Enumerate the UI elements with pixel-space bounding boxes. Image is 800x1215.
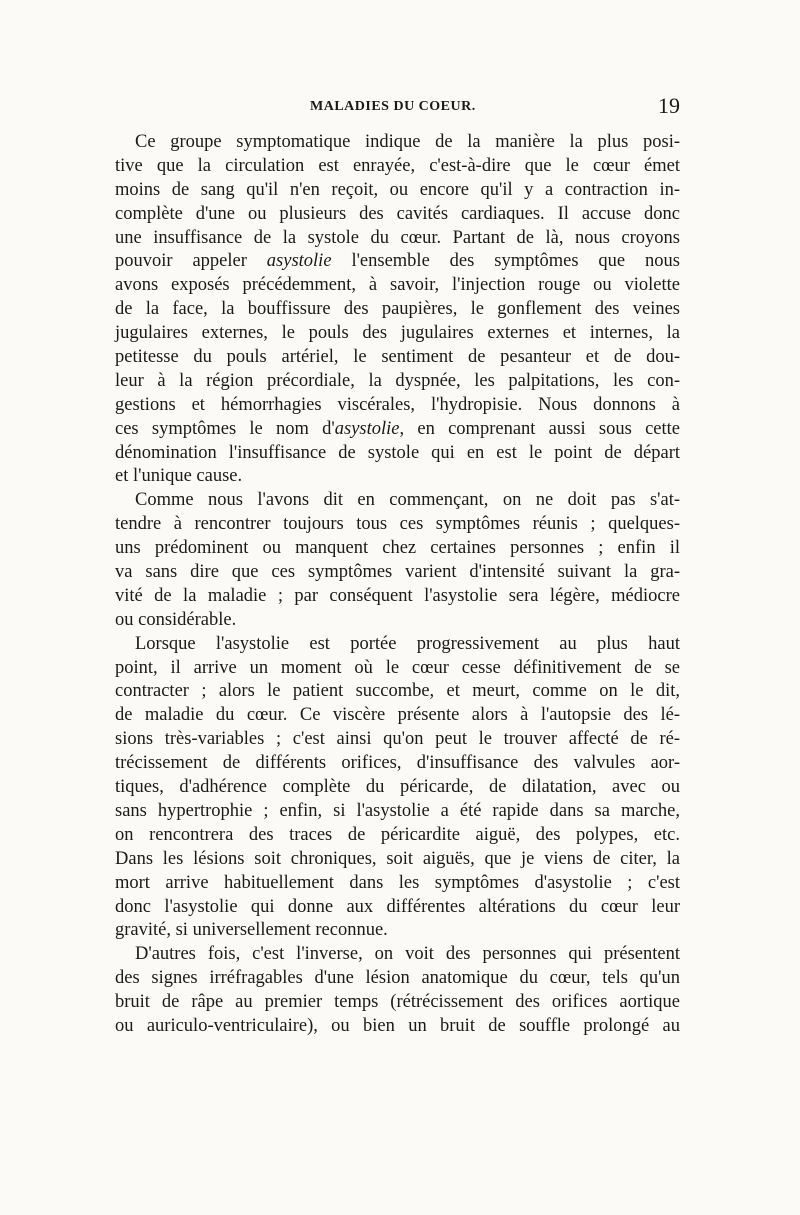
text-line: vité de la maladie ; par conséquent l'asystolie sera légère, médiocre: [115, 585, 680, 606]
text-line: sans hypertrophie ; enfin, si l'asystolie a été rapide dans sa marche,: [115, 800, 680, 821]
text-line: tive que la circulation est enrayée, c'est-à-dire que le cœur émet: [115, 155, 680, 176]
text-line: complète d'une ou plusieurs des cavités cardiaques. Il accuse donc: [115, 203, 680, 224]
text-line: des signes irréfragables d'une lésion anatomique du cœur, tels qu'un: [115, 968, 680, 989]
text-line: D'autres fois, c'est l'inverse, on voit des personnes qui présentent: [135, 944, 680, 965]
text-line: moins de sang qu'il n'en reçoit, ou encore qu'il y a contraction in-: [115, 179, 680, 200]
text-line: pouvoir appeler asystolie l'ensemble des symptômes que nous: [115, 251, 680, 272]
text-line: Ce groupe symptomatique indique de la manière la plus posi-: [135, 132, 680, 152]
text-line: tiques, d'adhérence complète du péricarde, de dilatation, avec ou: [115, 777, 680, 798]
text-line: petitesse du pouls artériel, le sentiment de pesanteur et de dou-: [115, 347, 680, 368]
text-line: va sans dire que ces symptômes varient d'intensité suivant la gra-: [115, 562, 680, 583]
page-header: [112, 95, 680, 123]
text-line: donc l'asystolie qui donne aux différentes altérations du cœur leur: [115, 896, 680, 917]
text-line: ou considérable.: [115, 609, 237, 630]
text-line: et l'unique cause.: [115, 466, 243, 487]
text-line: mort arrive habituellement dans les symptômes d'asystolie ; c'est: [115, 872, 680, 893]
text-line: gestions et hémorrhagies viscérales, l'hydropisie. Nous donnons à: [115, 394, 680, 415]
page-number: 19: [658, 93, 680, 118]
text-line: de la face, la bouffissure des paupières, le gonflement des veines: [115, 299, 680, 320]
text-line: jugulaires externes, le pouls des jugulaires externes et internes, la: [115, 323, 680, 344]
text-line: une insuffisance de la systole du cœur. Partant de là, nous croyons: [115, 227, 680, 248]
text-line: Lorsque l'asystolie est portée progressivement au plus haut: [135, 633, 680, 654]
text-line: on rencontrera des traces de péricardite aiguë, des polypes, etc.: [115, 824, 680, 845]
text-line: avons exposés précédemment, à savoir, l'injection rouge ou violette: [115, 275, 680, 296]
text-line: trécissement de différents orifices, d'insuffisance des valvules aor-: [115, 753, 680, 774]
text-line: sions très-variables ; c'est ainsi qu'on peut le trouver affecté de ré-: [115, 729, 680, 750]
text-line: leur à la région précordiale, la dyspnée, les palpitations, les con-: [115, 370, 680, 391]
text-line: ou auriculo-ventriculaire), ou bien un bruit de souffle prolongé au: [115, 1015, 680, 1036]
text-line: ces symptômes le nom d'asystolie, en comprenant aussi sous cette: [115, 418, 680, 439]
text-line: bruit de râpe au premier temps (rétrécissement des orifices aortique: [115, 992, 680, 1013]
text-line: Dans les lésions soit chroniques, soit aiguës, que je viens de citer, la: [115, 848, 680, 869]
running-title: MALADIES DU COEUR.: [310, 99, 476, 114]
text-line: de maladie du cœur. Ce viscère présente alors à l'autopsie des lé-: [115, 705, 680, 726]
italic-term: asystolie: [334, 418, 400, 439]
italic-term: asystolie: [266, 251, 332, 272]
text-line: contracter ; alors le patient succombe, et meurt, comme on le dit,: [115, 681, 680, 702]
text-line: gravité, si universellement reconnue.: [115, 920, 388, 941]
text-line: dénomination l'insuffisance de systole qui en est le point de départ: [115, 442, 680, 463]
body-text: [115, 131, 680, 1039]
text-line: point, il arrive un moment où le cœur cesse définitivement de se: [115, 657, 680, 678]
text-line: tendre à rencontrer toujours tous ces symptômes réunis ; quelques-: [115, 514, 680, 535]
text-line: uns prédominent ou manquent chez certaines personnes ; enfin il: [115, 538, 680, 559]
text-line: Comme nous l'avons dit en commençant, on ne doit pas s'at-: [135, 490, 680, 511]
